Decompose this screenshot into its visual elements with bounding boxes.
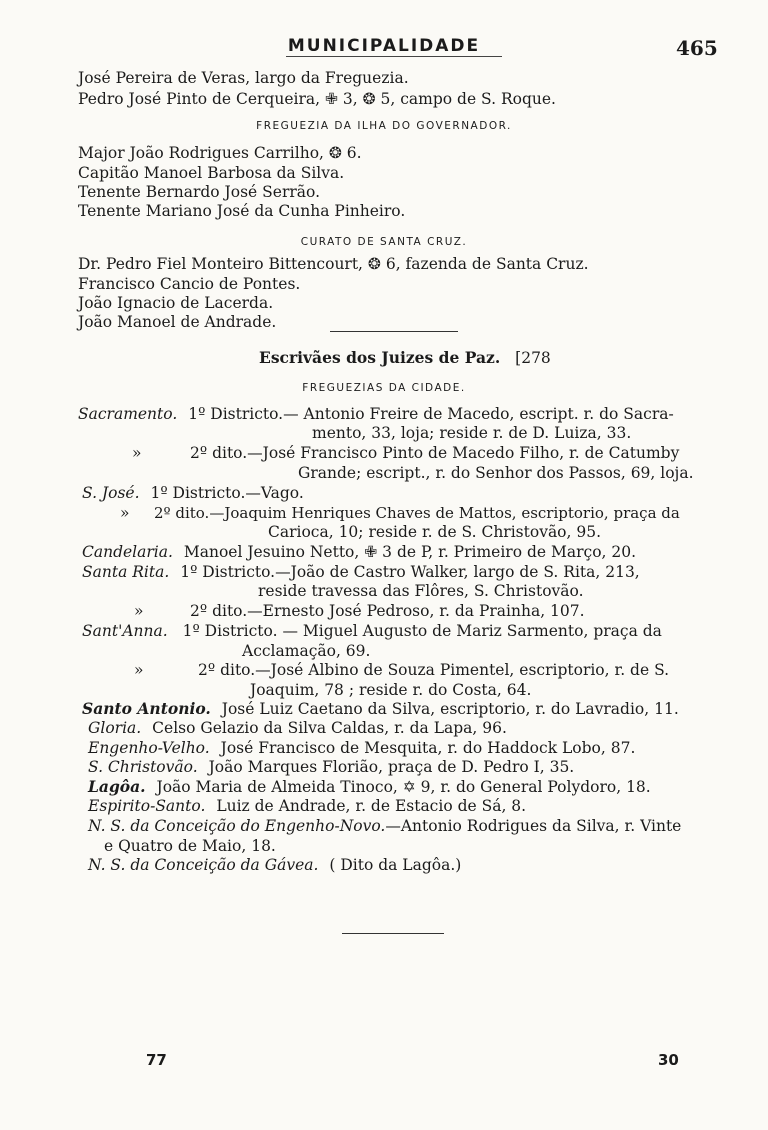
list-item xyxy=(82,562,640,582)
page-number: 465 xyxy=(676,36,718,60)
ditto-mark: » xyxy=(120,504,130,522)
entry-text: 2º dito.—Joaquim Henriques Chaves de Mattos, escriptorio, praça da xyxy=(154,504,680,522)
list-item xyxy=(88,718,507,738)
ditto-mark: » xyxy=(132,444,142,462)
entry-line: Dr. Pedro Fiel Monteiro Bittencourt, ❂ 6, fazenda de Santa Cruz. xyxy=(78,255,589,273)
entry-line: Tenente Mariano José da Cunha Pinheiro. xyxy=(78,202,406,220)
entry-continuation: e Quatro de Maio, 18. xyxy=(104,837,276,855)
list-item xyxy=(88,777,651,797)
entry-line: Pedro José Pinto de Cerqueira, ✙ 3, ❂ 5, campo de S. Roque. xyxy=(78,90,556,108)
entry-text: José Francisco de Mesquita, r. do Haddock Lobo, 87. xyxy=(220,739,636,757)
entry-text: —Antonio Rodrigues da Silva, r. Vinte xyxy=(385,817,682,835)
section-title-text: Escrivães dos Juizes de Paz. xyxy=(259,348,501,367)
entry-text: 1º Districto.—João de Castro Walker, largo de S. Rita, 213, xyxy=(180,563,640,581)
list-item xyxy=(82,621,662,641)
entry-continuation: mento, 33, loja; reside r. de D. Luiza, 33. xyxy=(312,424,632,442)
list-item xyxy=(82,699,679,719)
entry-continuation: Grande; escript., r. do Senhor dos Passos, 69, loja. xyxy=(298,464,694,482)
section-heading: FREGUEZIA DA ILHA DO GOVERNADOR. xyxy=(256,120,512,132)
entry-line: José Pereira de Veras, largo da Freguezia. xyxy=(78,69,409,87)
list-item xyxy=(82,542,636,562)
list-item xyxy=(88,796,526,816)
entry-line: Francisco Cancio de Pontes. xyxy=(78,275,301,293)
section-heading: CURATO DE SANTA CRUZ. xyxy=(300,236,468,248)
page-title: MUNICIPALIDADE xyxy=(287,36,481,56)
footer-signature-right: 30 xyxy=(658,1051,679,1069)
entry-line: João Manoel de Andrade. xyxy=(78,313,277,331)
entry-text: Luiz de Andrade, r. de Estacio de Sá, 8. xyxy=(216,797,527,815)
entry-text: 1º Districto.—Vago. xyxy=(150,484,304,502)
parish-name: Espirito-Santo. xyxy=(88,797,206,815)
entry-text: José Luiz Caetano da Silva, escriptorio, r. do Lavradio, 11. xyxy=(221,700,679,718)
entry-line: Capitão Manoel Barbosa da Silva. xyxy=(78,164,345,182)
parish-name: N. S. da Conceição da Gávea. xyxy=(88,856,319,874)
list-item xyxy=(88,757,574,777)
parish-name: Lagôa. xyxy=(88,777,146,796)
entry-text: Celso Gelazio da Silva Caldas, r. da Lapa, 96. xyxy=(152,719,507,737)
footer-signature-left: 77 xyxy=(146,1051,167,1069)
parish-name: N. S. da Conceição do Engenho-Novo. xyxy=(88,817,386,835)
entry-continuation: Acclamação, 69. xyxy=(242,642,371,660)
entry-continuation: reside travessa das Flôres, S. Christovão. xyxy=(258,582,584,600)
entry-text: João Maria de Almeida Tinoco, ✡ 9, r. do General Polydoro, 18. xyxy=(156,778,651,796)
entry-text: 2º dito.—José Albino de Souza Pimentel, escriptorio, r. de S. xyxy=(198,661,670,679)
entry-continuation: Joaquim, 78 ; reside r. do Costa, 64. xyxy=(250,681,532,699)
entry-text: 2º dito.—José Francisco Pinto de Macedo Filho, r. de Catumby xyxy=(190,444,680,462)
parish-name: Sacramento. xyxy=(78,405,178,423)
parish-name: Santa Rita. xyxy=(82,563,170,581)
list-item xyxy=(82,483,304,503)
parish-name: Sant'Anna. xyxy=(82,622,168,640)
entry-text: 1º Districto. — Miguel Augusto de Mariz Sarmento, praça da xyxy=(182,622,662,640)
section-title xyxy=(259,348,551,368)
entry-text: ( Dito da Lagôa.) xyxy=(329,856,462,874)
entry-line: João Ignacio de Lacerda. xyxy=(78,294,274,312)
end-rule xyxy=(342,933,444,934)
entry-continuation: Carioca, 10; reside r. de S. Christovão, 95. xyxy=(268,523,602,541)
list-item xyxy=(88,855,461,875)
section-title-ref: [278 xyxy=(515,349,551,367)
parish-name: Candelaria. xyxy=(82,543,173,561)
parish-name: S. José. xyxy=(82,484,140,502)
ditto-mark: » xyxy=(134,661,144,679)
parish-name: Santo Antonio. xyxy=(82,699,211,718)
list-item xyxy=(88,738,635,758)
entry-line: Tenente Bernardo José Serrão. xyxy=(78,183,320,201)
entry-text: Manoel Jesuino Netto, ✙ 3 de P, r. Primeiro de Março, 20. xyxy=(183,543,637,561)
entry-text: 2º dito.—Ernesto José Pedroso, r. da Prainha, 107. xyxy=(190,602,585,620)
entry-line: Major João Rodrigues Carrilho, ❂ 6. xyxy=(78,144,362,162)
header-rule xyxy=(286,56,502,57)
list-item xyxy=(78,404,674,424)
list-item xyxy=(88,816,681,836)
parish-name: S. Christovão. xyxy=(88,758,198,776)
running-header xyxy=(0,34,768,62)
entry-text: João Marques Florião, praça de D. Pedro I, 35. xyxy=(208,758,575,776)
parish-name: Engenho-Velho. xyxy=(88,739,210,757)
section-subheading: FREGUEZIAS DA CIDADE. xyxy=(302,382,466,394)
entry-text: 1º Districto.— Antonio Freire de Macedo, escript. r. do Sacra- xyxy=(188,405,674,423)
parish-name: Gloria. xyxy=(88,719,142,737)
ditto-mark: » xyxy=(134,602,144,620)
section-divider xyxy=(330,331,458,332)
